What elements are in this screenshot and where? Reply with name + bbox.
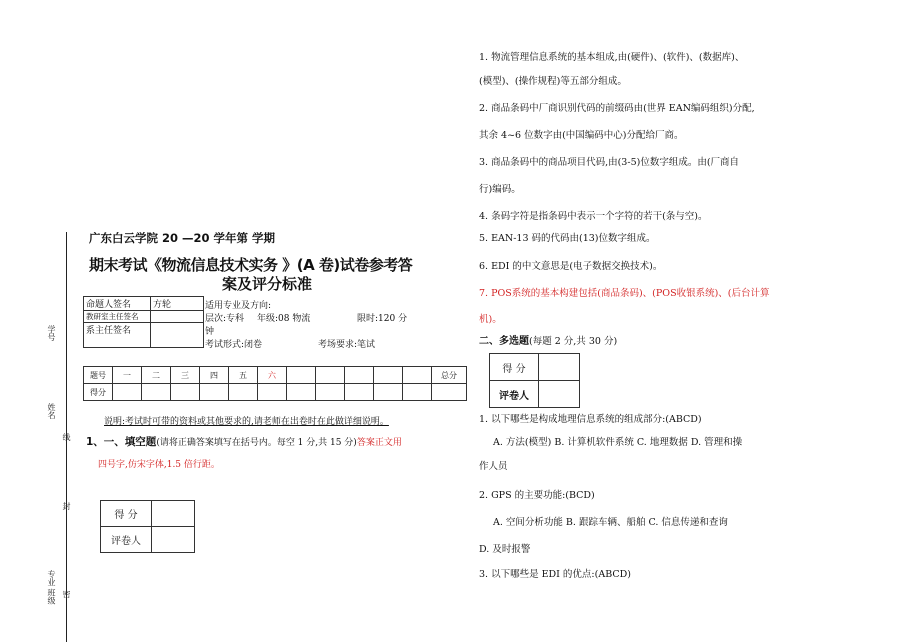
section1-desc: (请将正确答案填写在括号内。每空 1 分,共 15 分) <box>156 438 357 448</box>
score-cell <box>171 384 200 401</box>
grader2-score-cell <box>539 354 580 381</box>
grader2-reviewer-label: 评卷人 <box>490 381 539 408</box>
seal-line-char: 线 <box>62 433 71 441</box>
score-header-cell: 题号 <box>84 367 113 384</box>
section1-heading: 填空题 <box>124 436 157 448</box>
score-cell <box>229 384 258 401</box>
exam-title-cont: 案及评分标准 <box>222 275 313 293</box>
setter-name: 方轮 <box>151 297 204 311</box>
multi-line: 2. GPS 的主要功能:(BCD) <box>479 490 595 501</box>
score-header-cell <box>403 367 432 384</box>
score-cell <box>316 384 345 401</box>
fill-line: 5. EAN-13 码的代码由(13)位数字组成。 <box>479 233 656 244</box>
score-header-cell: 总分 <box>432 367 467 384</box>
fill-line: 3. 商品条码中的商品项目代码,由(3-5)位数字组成。由(厂商自 <box>479 157 740 168</box>
director-label: 教研室主任签名 <box>84 311 151 323</box>
score-header-cell: 四 <box>200 367 229 384</box>
dept-label: 系主任签名 <box>84 323 151 348</box>
score-header-cell: 一 <box>113 367 142 384</box>
director-sign <box>151 311 204 323</box>
fill-line: 4. 条码字符是指条码中表示一个字符的若干(条与空)。 <box>479 211 708 222</box>
score-header-cell: 六 <box>258 367 287 384</box>
section2-heading: 二、多选题 <box>479 336 529 347</box>
section1-num: 1、一、 <box>86 436 125 448</box>
score-header-cell <box>374 367 403 384</box>
applies-label: 适用专业及方向: <box>205 301 272 311</box>
grade-text: 年级:08 物流 <box>257 314 311 324</box>
score-row-label: 得分 <box>84 384 113 401</box>
multi-line: 作人员 <box>479 461 508 472</box>
secret-char: 密 <box>62 590 71 598</box>
score-cell <box>374 384 403 401</box>
name-label: 姓名 <box>47 403 56 419</box>
grader-box-2 <box>489 353 580 408</box>
multi-line: A. 空间分析功能 B. 跟踪车辆、船舶 C. 信息传递和查询 <box>493 517 728 528</box>
dept-sign <box>151 323 204 348</box>
grader2-reviewer-cell <box>539 381 580 408</box>
score-table <box>83 366 467 401</box>
score-cell <box>258 384 287 401</box>
multi-line: 1. 以下哪些是构成地理信息系统的组成部分:(ABCD) <box>479 414 702 425</box>
score-cell <box>200 384 229 401</box>
exam-form: 考试形式:闭卷 <box>205 340 263 350</box>
section1-red-note-cont: 四号字,仿宋字体,1.5 倍行距。 <box>98 460 220 470</box>
exam-requirement: 考场要求:笔试 <box>318 340 376 350</box>
grader-reviewer-label: 评卷人 <box>101 527 152 553</box>
exam-note: 说明:考试时可带的资料或其他要求的,请老师在出卷时在此做详细说明。 <box>104 417 389 427</box>
grader-score-label: 得 分 <box>101 501 152 527</box>
major-class-label: 专业 班级 <box>47 570 56 605</box>
setter-label: 命题人签名 <box>84 297 151 311</box>
fill-line: 机)。 <box>479 314 502 325</box>
time-limit-text: 限时:120 分 <box>357 314 408 324</box>
score-header-cell <box>345 367 374 384</box>
grader2-score-label: 得 分 <box>490 354 539 381</box>
multi-line: A. 方法(模型) B. 计算机软件系统 C. 地理数据 D. 管理和操 <box>493 437 743 448</box>
score-header-cell: 三 <box>171 367 200 384</box>
school-line: 广东白云学院 20 —20 学年第 学期 <box>89 231 276 245</box>
minute-text: 钟 <box>205 327 215 337</box>
student-id-label: 学号 <box>47 325 56 341</box>
score-header-cell: 二 <box>142 367 171 384</box>
exam-title: 期末考试《物流信息技术实务 》(A 卷)试卷参考答 <box>89 256 413 274</box>
section1-red-note: 答案正文用 <box>356 438 402 448</box>
score-header-cell: 五 <box>229 367 258 384</box>
multi-line: 3. 以下哪些是 EDI 的优点:(ABCD) <box>479 569 631 580</box>
score-cell <box>142 384 171 401</box>
grader-reviewer-cell <box>152 527 195 553</box>
score-cell <box>345 384 374 401</box>
fill-line: 行)编码。 <box>479 184 521 195</box>
fill-line: (模型)、(操作规程)等五部分组成。 <box>479 76 627 87</box>
seal-char: 封 <box>62 502 71 510</box>
level-text: 层次:专科 <box>205 314 245 324</box>
score-cell <box>432 384 467 401</box>
score-cell <box>287 384 316 401</box>
fill-line: 1. 物流管理信息系统的基本组成,由(硬件)、(软件)、(数据库)、 <box>479 52 745 63</box>
fill-line: 6. EDI 的中文意思是(电子数据交换技术)。 <box>479 261 663 272</box>
score-header-cell <box>316 367 345 384</box>
score-cell <box>403 384 432 401</box>
grader-box <box>100 500 195 553</box>
score-header-cell <box>287 367 316 384</box>
grader-score-cell <box>152 501 195 527</box>
fill-line: 7. POS系统的基本构建包括(商品条码)、(POS收银系统)、(后台计算 <box>479 288 770 299</box>
score-cell <box>113 384 142 401</box>
fill-line: 其余 4~6 位数字由(中国编码中心)分配给厂商。 <box>479 130 684 141</box>
multi-line: D. 及时报警 <box>479 544 531 555</box>
section2-desc: (每题 2 分,共 30 分) <box>529 336 618 347</box>
signature-table <box>83 296 204 348</box>
fill-line: 2. 商品条码中厂商识别代码的前缀码由(世界 EAN编码组织)分配, <box>479 103 755 114</box>
